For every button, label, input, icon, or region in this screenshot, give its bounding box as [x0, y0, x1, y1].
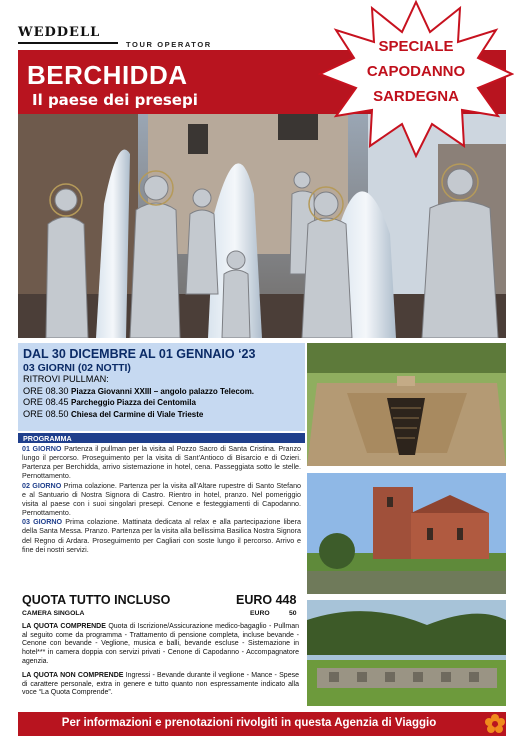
pickup-place: Piazza Giovanni XXIII – angolo palazzo Telecom. — [71, 386, 255, 396]
trip-duration: 03 GIORNI (02 NOTTI) — [23, 362, 131, 374]
photo-basilica — [307, 473, 506, 594]
comprende-text: Quota di Iscrizione/Assicurazione medico-bagaglio - Pullman al seguito come da programma - Trattamento di pensione completa, incluse bevande - Cenone con bevande - Veglione, musica e balli, bevande escluse - Sistemazione in hotel*** in camera doppia con servizi privati - Cenone di Capodanno - Accompagnatore agenzia. — [22, 623, 299, 665]
pickup-row — [23, 409, 300, 421]
page-title: BERCHIDDA — [27, 60, 188, 90]
comprende-label: LA QUOTA COMPRENDE — [22, 623, 106, 630]
pickup-row — [23, 386, 300, 398]
pickup-row — [23, 397, 300, 409]
pickup-place: Parcheggio Piazza dei Centomila — [71, 398, 196, 407]
day-label: 02 GIORNO — [22, 481, 62, 490]
pickup-time: ORE 08.45 — [23, 397, 69, 407]
quota-non-comprende — [22, 672, 299, 698]
pickup-time: ORE 08.30 — [23, 385, 69, 396]
photo-pozzo-sacro — [307, 343, 506, 466]
day-text: Prima colazione. Partenza per la visita all'Altare rupestre di Santo Stefano e al Santuario di Nostra Signora di Castro. Rientro in hotel, pranzo. Nel pomeriggio visita al paese con i suoi singolari presepi. Cenone e festeggiamenti di Capodanno. Pernottamento. — [22, 481, 302, 518]
single-room-currency: EURO — [250, 610, 270, 617]
page-subtitle: Il paese dei presepi — [32, 91, 198, 109]
single-room-supplement: 50 — [289, 610, 297, 617]
quota-price: EURO 448 — [236, 593, 297, 607]
programma-body — [18, 445, 305, 555]
non-comprende-text: Ingressi - Bevande durante il veglione - Mance - Spese di carattere personale, extra in genere e tutto quanto non espressamente indicato alla voce “La Quota Comprende”. — [22, 672, 299, 697]
starburst-line-3: SARDEGNA — [373, 88, 459, 105]
flower-icon — [484, 713, 506, 735]
trip-info-panel — [18, 343, 305, 431]
brand-tagline: TOUR OPERATOR — [126, 40, 212, 49]
photo-nuraghe-ruins — [307, 600, 506, 706]
pickup-time: ORE 08.50 — [23, 408, 69, 419]
pickup-place: Chiesa del Carmine di Viale Trieste — [71, 409, 204, 419]
starburst-line-1: SPECIALE — [378, 38, 454, 55]
programma-heading: PROGRAMMA — [18, 433, 305, 443]
footer-contact-text: Per informazioni e prenotazioni rivolgiti in questa Agenzia di Viaggio — [61, 717, 437, 729]
programma-day — [22, 445, 301, 482]
quota-comprende — [22, 623, 299, 667]
pickup-title: RITROVI PULLMAN: — [23, 374, 109, 384]
programma-day — [22, 518, 301, 555]
day-label: 03 GIORNO — [22, 518, 63, 527]
day-text: Prima colazione. Mattinata dedicata al relax e alla partecipazione libera della Santa Messa. Pranzo. Partenza per la visita alla bellissima Basilica Nostra Signora del Regno di Ardara. Proseguimento per Cagliari con soste lungo il percorso. Arrivo e fine dei nostri servizi. — [22, 518, 301, 554]
starburst-line-2: CAPODANNO — [366, 63, 466, 80]
non-comprende-label: LA QUOTA NON COMPRENDE — [22, 672, 124, 679]
trip-dates: DAL 30 DICEMBRE AL 01 GENNAIO ‘23 — [23, 347, 256, 361]
single-room-label: CAMERA SINGOLA — [22, 610, 85, 617]
programma-day — [22, 482, 301, 519]
day-text: Partenza il pullman per la visita al Pozzo Sacro di Santa Cristina. Pranzo lungo il percorso. Proseguimento per la visita di Sant'Antioco di Bisarcio e di Ozieri. Partenza per Berchidda, arrivo sistemazione in hotel, cena. Passeggiata sotto le stelle. Pernottamento. — [22, 445, 301, 481]
day-label: 01 GIORNO — [22, 445, 62, 453]
logo-underline — [18, 42, 118, 44]
brand-logo: WEDDELL — [18, 25, 101, 40]
quota-title: QUOTA TUTTO INCLUSO — [22, 593, 171, 607]
